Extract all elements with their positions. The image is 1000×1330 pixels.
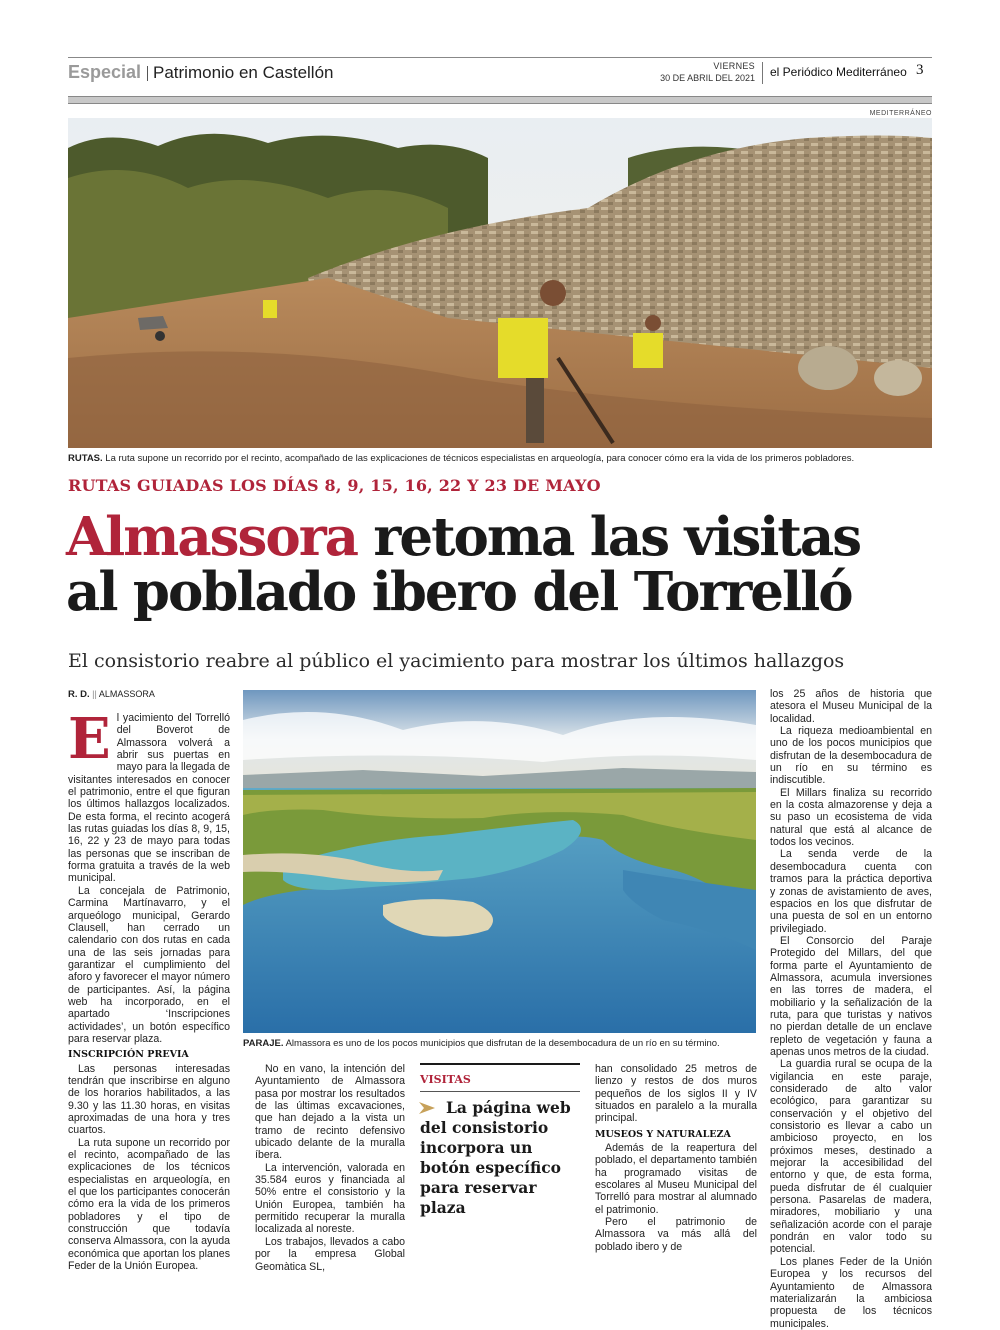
col4-paragraph-3: Pero el patrimonio de Almassora va más allá del poblado ibero y de bbox=[595, 1216, 757, 1253]
mid-photo-caption-text: Almassora es uno de los pocos municipios que disfrutan de la desembocadura de un río en su término. bbox=[283, 1038, 720, 1049]
mid-photo-caption bbox=[243, 1038, 763, 1049]
header-top-rule bbox=[68, 57, 932, 58]
header-separator bbox=[147, 66, 148, 81]
excavation-photo-illustration bbox=[68, 118, 932, 448]
col2-paragraph-3: Los trabajos, llevados a cabo por la empresa Global Geomàtica SL, bbox=[255, 1235, 405, 1273]
col1-paragraph-2: La concejala de Patrimonio, Carmina Martínavarro, y el arqueólogo municipal, Gerardo Clausell, han cerrado un calendario con dos rutas en cada una de las seis jornadas para garantizar el cumplimiento del aforo y favorecer el mayor número de participantes. Así, la página web ha incorporado, en el apartado ‘Inscripciones actividades’, un botón específico para reservar plaza. bbox=[68, 884, 230, 1045]
visitas-pull-quote: La página web del consistorio incorpora un botón específico para reservar plaza bbox=[420, 1098, 571, 1217]
article-column-2 bbox=[255, 1063, 405, 1273]
header-vertical-separator bbox=[762, 62, 763, 84]
visitas-top-rule bbox=[420, 1063, 580, 1065]
headline-part-2: al poblado ibero del Torrelló bbox=[66, 561, 852, 623]
publication-name: el Periódico Mediterráneo bbox=[770, 65, 907, 79]
col1-paragraph-4: La ruta supone un recorrido por el recinto, acompañado de las explicaciones de los técnicos especialistas en arqueología, en el que los participantes conocerán cómo era la vida de los primeros pobladores y el tipo de construcción que todavía conserva Almassora, con la ayuda económica que aportan los planes Feder de la Unión Europea. bbox=[68, 1136, 230, 1273]
col5-paragraph-5: El Consorcio del Paraje Protegido del Millars, del que forma parte el Ayuntamiento de Almassora, acumula inversiones en las torres de madera, el mobiliario y la señalización de la ruta, para que turistas y nativos no pierdan detalle de un enclave repleto de vegetación y fauna a apenas unos metros de la ciudad. bbox=[770, 934, 932, 1058]
article-column-5 bbox=[770, 688, 932, 1330]
visitas-rule bbox=[420, 1091, 580, 1092]
col1-paragraph-3: Las personas interesadas tendrán que inscribirse en alguno de los horarios habilitados, a las 9.30 y las 11.30 horas, en visitas aproximadas de una hora y tres cuartos. bbox=[68, 1062, 230, 1137]
header-special-label: Especial bbox=[68, 62, 142, 82]
col5-paragraph-4: La senda verde de la desembocadura cuenta con tramos para la práctica deportiva y zonas de avistamiento de aves, espacios en los que disfrutar de una puesta de sol en un entorno privilegiado. bbox=[770, 848, 932, 935]
byline-location: ALMASSORA bbox=[98, 689, 155, 699]
top-photo-caption-label: RUTAS. bbox=[68, 453, 103, 464]
col2-paragraph-2: La intervención, valorada en 35.584 euros y financiada al 50% entre el consistorio y la Unión Europea, también ha permitido recuperar la muralla localizada al noreste. bbox=[255, 1161, 405, 1236]
col5-paragraph-2: La riqueza medioambiental en uno de los pocos municipios que disfrutan de la desembocadura de un río en su término es indiscutible. bbox=[770, 725, 932, 787]
article-column-4 bbox=[595, 1063, 757, 1253]
photo-credit: MEDITERRÁNEO bbox=[869, 110, 932, 117]
headline-highlight: Almassora bbox=[66, 506, 357, 568]
river-mouth-photo bbox=[243, 690, 756, 1033]
col5-paragraph-1: los 25 años de historia que atesora el Museu Municipal de la localidad. bbox=[770, 688, 932, 725]
col1-subheading: INSCRIPCIÓN PREVIA bbox=[68, 1049, 189, 1061]
col5-paragraph-7: Los planes Feder de la Unión Europea y los recursos del Ayuntamiento de Almassora materializarán la ambiciosa propuesta de los técnicos municipales. bbox=[770, 1255, 932, 1330]
byline-author: R. D. bbox=[68, 689, 90, 700]
drop-cap: E bbox=[68, 706, 111, 772]
river-mouth-photo-illustration bbox=[243, 690, 756, 1033]
article-column-1 bbox=[68, 706, 230, 1273]
excavation-photo bbox=[68, 118, 932, 448]
page-number: 3 bbox=[916, 62, 924, 78]
col4-paragraph-1: han consolidado 25 metros de lienzo y restos de dos muros pequeños de los siglos II y IV situados en paralelo a la muralla principal. bbox=[595, 1063, 757, 1125]
header-day: VIERNES bbox=[713, 61, 755, 71]
kicker: RUTAS GUIADAS LOS DÍAS 8, 9, 15, 16, 22 Y 23 DE MAYO bbox=[68, 476, 601, 495]
header-bar bbox=[68, 96, 932, 104]
col4-paragraph-2: Además de la reapertura del poblado, el departamento también ha programado visitas de escolares al Museu Municipal del Torrelló para mostrar al alumnado el patrimonio. bbox=[595, 1142, 757, 1216]
mid-photo-caption-label: PARAJE. bbox=[243, 1038, 284, 1049]
headline-part-1: retoma las visitas bbox=[356, 506, 861, 568]
header-date: 30 DE ABRIL DEL 2021 bbox=[660, 73, 755, 83]
col1-paragraph-1: l yacimiento del Torrelló del Boverot de Almassora volverá a abrir sus puertas en mayo para la llegada de visitantes interesados en conocer el patrimonio, entre el que figuran los últimos hallazgos localizados. De esta forma, el recinto acogerá las rutas guiadas los días 8, 9, 15, 16, 22 y 23 de mayo para todas las personas que se inscriban de forma gratuita a través de la web municipal. bbox=[68, 712, 230, 885]
header-section-title: Patrimonio en Castellón bbox=[153, 63, 334, 82]
top-photo-caption-text: La ruta supone un recorrido por el recinto, acompañado de las explicaciones de técnicos especialistas en arqueología, para conocer cómo era la vida de los primeros pobladores. bbox=[102, 453, 855, 464]
byline: R. D. || ALMASSORA bbox=[68, 689, 155, 700]
headline bbox=[66, 506, 946, 623]
col5-paragraph-3: El Millars finaliza su recorrido en la costa almazorense y deja a su paso un ecosistema de vida natural que está al alcance de todos los vecinos. bbox=[770, 786, 932, 849]
col4-subheading: MUSEOS Y NATURALEZA bbox=[595, 1128, 731, 1140]
top-photo-caption bbox=[68, 453, 932, 464]
col5-paragraph-6: La guardia rural se ocupa de la vigilancia en este paraje, considerado de alto valor ecológico, para garantizar su conservación y el objetivo del consistorio es llevar a cabo un ambicioso proyecto, en los próximos meses, destinado a mejorar la accesibilidad del entorno y que, de esta forma, pueda disfrutar de él cualquier persona. Pasarelas de madera, miradores, mobiliario y una señalización acorde con el paraje pondrán en valor todo su potencial. bbox=[770, 1058, 932, 1256]
visitas-label: VISITAS bbox=[420, 1073, 471, 1086]
subheadline: El consistorio reabre al público el yacimiento para mostrar los últimos hallazgos bbox=[68, 650, 845, 672]
col2-paragraph-1: No en vano, la intención del Ayuntamiento de Almassora pasa por mostrar los resultados de las últimas excavaciones, que han dejado a la vista un tramo de recinto defensivo ubicado delante de la muralla íbera. bbox=[255, 1063, 405, 1162]
